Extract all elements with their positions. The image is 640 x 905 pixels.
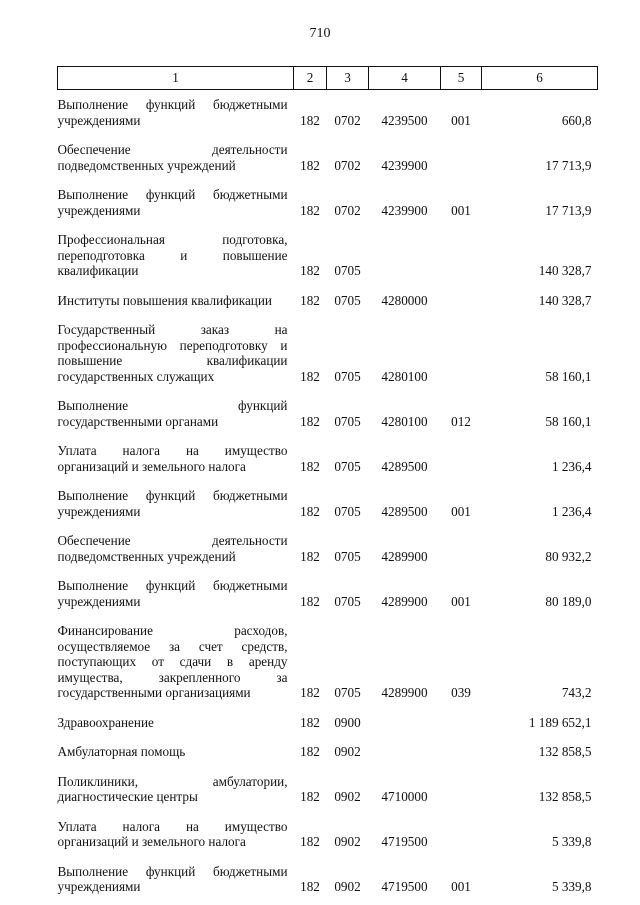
row-expense-type-code: 012	[451, 413, 471, 429]
header-col-6: 6	[482, 67, 598, 90]
row-section-code: 0900	[334, 714, 361, 730]
row-target-article-code	[369, 708, 441, 738]
row-administrator-code: 182	[300, 503, 320, 519]
row-section-code: 0702	[334, 112, 361, 128]
page-number: 710	[309, 26, 331, 41]
row-section-code: 0705	[334, 548, 361, 564]
table-row	[58, 812, 598, 857]
row-name: Поликлиники, амбулатории, диагностические центры	[57, 773, 288, 804]
row-name: Выполнение функций бюджетными учреждениями	[57, 187, 288, 218]
table-row	[58, 436, 598, 481]
row-name: Государственный заказ на профессиональную переподготовку и повышение квалификации государственных служащих	[57, 322, 288, 384]
row-target-article-code: 4289900	[381, 685, 428, 700]
table-body	[58, 90, 598, 902]
row-expense-type-code	[441, 315, 482, 391]
row-expense-type-code: 001	[451, 593, 471, 609]
row-administrator-code: 182	[300, 714, 320, 730]
row-expense-type-code	[441, 737, 482, 767]
row-target-article-code: 4280100	[381, 413, 428, 429]
row-expense-type-code: 001	[451, 879, 471, 894]
row-amount: 58 160,1	[545, 413, 592, 429]
row-amount: 5 339,8	[551, 834, 592, 849]
table-row	[58, 135, 598, 180]
row-target-article-code: 4289500	[381, 458, 428, 474]
row-administrator-code: 182	[300, 458, 320, 474]
row-section-code: 0705	[334, 368, 361, 384]
header-col-2: 2	[294, 67, 327, 90]
table-row	[58, 571, 598, 616]
row-expense-type-code	[441, 708, 482, 738]
row-section-code: 0705	[334, 685, 361, 700]
row-amount: 132 858,5	[538, 744, 592, 759]
row-target-article-code: 4719500	[381, 834, 428, 849]
table-row	[58, 526, 598, 571]
table-row	[58, 90, 598, 136]
row-expense-type-code	[441, 436, 482, 481]
row-administrator-code: 182	[300, 879, 320, 894]
row-target-article-code	[369, 225, 441, 286]
table-row	[58, 225, 598, 286]
row-amount: 140 328,7	[538, 292, 592, 308]
row-target-article-code: 4710000	[381, 789, 428, 804]
row-name: Обеспечение деятельности подведомственных учреждений	[57, 142, 288, 173]
row-amount: 1 236,4	[551, 458, 592, 474]
table-row	[58, 857, 598, 902]
row-section-code: 0902	[334, 789, 361, 804]
row-administrator-code: 182	[300, 744, 320, 759]
row-expense-type-code	[441, 225, 482, 286]
row-name: Выполнение функций бюджетными учреждениями	[57, 578, 288, 609]
row-name: Здравоохранение	[57, 714, 154, 730]
header-col-3: 3	[327, 67, 369, 90]
row-amount: 1 189 652,1	[528, 714, 592, 730]
row-administrator-code: 182	[300, 548, 320, 564]
row-target-article-code: 4280000	[381, 292, 428, 308]
table-row	[58, 737, 598, 767]
row-expense-type-code	[441, 286, 482, 316]
row-expense-type-code	[441, 812, 482, 857]
row-target-article-code: 4289900	[381, 548, 428, 564]
row-name: Профессиональная подготовка, переподготовка и повышение квалификации	[57, 232, 288, 278]
table-row	[58, 391, 598, 436]
row-section-code: 0705	[334, 593, 361, 609]
row-name: Финансирование расходов, осуществляемое за счет средств, поступающих от сдачи в аренду имущества, закрепленного за государственными организациями	[57, 623, 288, 700]
row-amount: 5 339,8	[551, 879, 592, 894]
row-administrator-code: 182	[300, 834, 320, 849]
row-administrator-code: 182	[300, 368, 320, 384]
row-amount: 80 189,0	[545, 593, 592, 609]
row-target-article-code: 4280100	[381, 368, 428, 384]
row-section-code: 0702	[334, 157, 361, 173]
header-col-1: 1	[58, 67, 294, 90]
row-amount: 660,8	[561, 112, 592, 128]
table-row	[58, 315, 598, 391]
header-col-4: 4	[369, 67, 441, 90]
budget-table	[57, 66, 598, 902]
row-name: Уплата налога на имущество организаций и земельного налога	[57, 818, 288, 849]
row-amount: 58 160,1	[545, 368, 592, 384]
row-name: Уплата налога на имущество организаций и земельного налога	[57, 443, 288, 474]
row-expense-type-code: 039	[451, 685, 471, 700]
row-target-article-code: 4239500	[381, 112, 428, 128]
row-section-code: 0705	[334, 413, 361, 429]
row-name: Выполнение функций бюджетными учреждениями	[57, 863, 288, 894]
table-row	[58, 708, 598, 738]
row-section-code: 0902	[334, 744, 361, 759]
row-target-article-code: 4719500	[381, 879, 428, 894]
row-administrator-code: 182	[300, 112, 320, 128]
row-name: Выполнение функций бюджетными учреждениями	[57, 97, 288, 128]
row-administrator-code: 182	[300, 593, 320, 609]
row-name: Обеспечение деятельности подведомственных учреждений	[57, 533, 288, 564]
row-expense-type-code: 001	[451, 112, 471, 128]
row-expense-type-code	[441, 135, 482, 180]
row-expense-type-code: 001	[451, 503, 471, 519]
row-expense-type-code	[441, 767, 482, 812]
row-amount: 140 328,7	[538, 263, 592, 278]
row-administrator-code: 182	[300, 157, 320, 173]
row-administrator-code: 182	[300, 292, 320, 308]
row-target-article-code: 4239900	[381, 157, 428, 173]
row-target-article-code: 4289900	[381, 593, 428, 609]
row-amount: 17 713,9	[545, 202, 592, 218]
row-section-code: 0902	[334, 834, 361, 849]
table-row	[58, 616, 598, 708]
table-row	[58, 286, 598, 316]
row-amount: 17 713,9	[545, 157, 592, 173]
row-target-article-code	[369, 737, 441, 767]
row-section-code: 0705	[334, 503, 361, 519]
table-row	[58, 180, 598, 225]
table-row	[58, 767, 598, 812]
row-target-article-code: 4239900	[381, 202, 428, 218]
row-administrator-code: 182	[300, 685, 320, 700]
row-amount: 80 932,2	[545, 548, 592, 564]
row-administrator-code: 182	[300, 789, 320, 804]
row-amount: 743,2	[561, 685, 592, 700]
row-section-code: 0702	[334, 202, 361, 218]
row-expense-type-code: 001	[451, 202, 471, 218]
row-administrator-code: 182	[300, 413, 320, 429]
row-administrator-code: 182	[300, 263, 320, 278]
row-name: Институты повышения квалификации	[57, 292, 272, 308]
row-name: Выполнение функций государственными органами	[57, 398, 288, 429]
table-header	[58, 67, 598, 90]
row-section-code: 0705	[334, 263, 361, 278]
row-section-code: 0902	[334, 879, 361, 894]
header-col-5: 5	[441, 67, 482, 90]
row-administrator-code: 182	[300, 202, 320, 218]
table-row	[58, 481, 598, 526]
row-section-code: 0705	[334, 458, 361, 474]
row-amount: 132 858,5	[538, 789, 592, 804]
row-section-code: 0705	[334, 292, 361, 308]
row-target-article-code: 4289500	[381, 503, 428, 519]
row-amount: 1 236,4	[551, 503, 592, 519]
row-name: Амбулаторная помощь	[57, 744, 186, 759]
row-expense-type-code	[441, 526, 482, 571]
row-name: Выполнение функций бюджетными учреждениями	[57, 488, 288, 519]
